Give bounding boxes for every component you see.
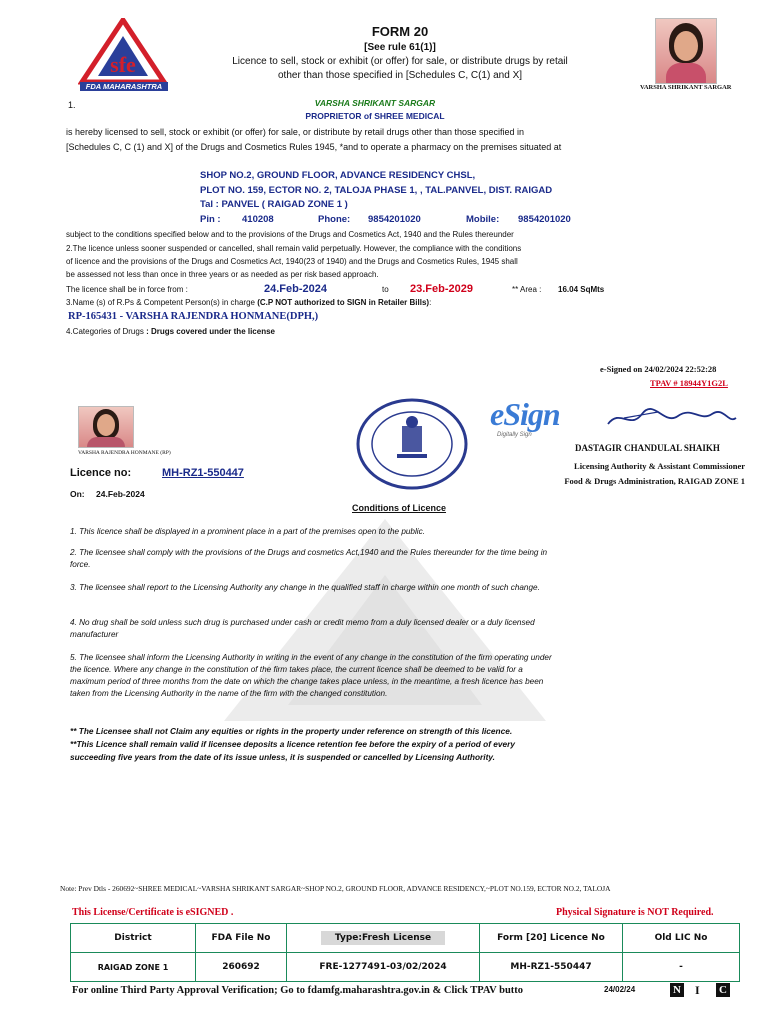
- condition-item-1: 1. This licence shall be displayed in a prominent place in a part of the premises open to the public.: [70, 527, 425, 536]
- retention-note-line1: **This Licence shall remain valid if licensee deposits a licence retention fee before the expiry of a period of every: [70, 739, 515, 749]
- validity-para-line1: 2.The licence unless sooner suspended or cancelled, shall remain valid perpetually. However, the compliance with the conditions: [66, 244, 522, 253]
- validity-para-line3: be assessed not less than once in three years or as needed as per risk based approach.: [66, 270, 379, 279]
- rule-reference: [See rule 61(1)]: [364, 42, 436, 53]
- esign-caption: Digitally Sign: [497, 432, 532, 438]
- area-label: ** Area :: [512, 285, 542, 294]
- esign-logo: eSign: [490, 396, 560, 432]
- fda-seal: [355, 398, 470, 490]
- signature-scribble-icon: [600, 404, 740, 432]
- equity-note: ** The Licensee shall not Claim any equities or rights in the property under reference on strength of this licence.: [70, 726, 513, 736]
- esigned-notice: This License/Certificate is eSIGNED .: [72, 907, 234, 918]
- licensee-intro-line1: is hereby licensed to sell, stock or exhibit (or offer) for sale, or distribute by retail drugs other than those specified in: [66, 127, 525, 137]
- competent-person-note: (C.P NOT authorized to SIGN in Retailer Bills): [257, 298, 430, 307]
- authority-signature: [600, 404, 740, 432]
- table-header-cell: District: [71, 924, 196, 953]
- condition-item-3: 3. The licensee shall report to the Licensing Authority any change in the qualified staff in charge within one month of such change.: [70, 583, 540, 592]
- licensee-number: 1.: [68, 100, 76, 110]
- c-box: C: [716, 983, 730, 997]
- address-line3: Tal : PANVEL ( RAIGAD ZONE 1 ): [200, 199, 348, 210]
- validity-para-line2: of licence and the provisions of the Drugs and Cosmetics Act, 1940(23 of 1940) and the Drugs and Cosmetics Rules, 1945 shall: [66, 257, 518, 266]
- authority-title: Licensing Authority & Assistant Commissioner: [574, 461, 745, 471]
- address-line1: SHOP NO.2, GROUND FLOOR, ADVANCE RESIDENCY CHSL,: [200, 170, 476, 181]
- esigned-label: e-Signed on: [600, 364, 643, 374]
- area-value: 16.04 SqMts: [558, 285, 605, 294]
- i-letter: I: [695, 983, 700, 997]
- competent-person-label: 3.Name (s) of R.Ps & Competent Person(s) in charge: [66, 298, 255, 307]
- pin-value: 410208: [242, 214, 274, 225]
- n-box: N: [670, 983, 684, 997]
- esigned-timestamp: 24/02/2024 22:52:28: [644, 364, 717, 374]
- condition-item-4: 4. No drug shall be sold unless such drug is purchased under cash or credit memo from a duly licensed dealer or a duly licensed manufacturer: [70, 618, 535, 639]
- licensee-name: VARSHA SHRIKANT SARGAR: [314, 98, 436, 108]
- svg-text:sfe: sfe: [110, 52, 136, 77]
- table-cell: FRE-1277491-03/02/2024: [287, 953, 480, 982]
- owner-photo-caption: VARSHA SHRIKANT SARGAR: [640, 84, 732, 91]
- physical-signature-notice: Physical Signature is NOT Required.: [556, 907, 714, 918]
- valid-from-date: 24.Feb-2024: [264, 283, 327, 295]
- pin-label: Pin :: [200, 214, 221, 225]
- logo-caption: FDA MAHARASHTRA: [80, 82, 168, 91]
- table-header-cell: FDA File No: [196, 924, 287, 953]
- valid-to-label: to: [382, 285, 389, 294]
- competent-person-name: RP-165431 - VARSHA RAJENDRA HONMANE(DPH,): [68, 311, 319, 322]
- table-header-cell: Old LIC No: [623, 924, 740, 953]
- esigned-line: [600, 364, 716, 374]
- subject-line: subject to the conditions specified below and to the provisions of the Drugs and Cosmetics Act, 1940 and the Rules thereunder: [66, 230, 514, 239]
- rp-photo-caption: VARSHA RAJENDRA HONMANE (RP): [78, 450, 171, 456]
- table-cell: 260692: [196, 953, 287, 982]
- valid-to-date: 23.Feb-2029: [410, 283, 473, 295]
- licence-summary-table: [70, 923, 740, 982]
- mobile-value: 9854201020: [518, 214, 571, 225]
- competent-person-line: [66, 298, 431, 307]
- table-header-cell: [287, 924, 480, 953]
- licence-on-label: On:: [70, 489, 85, 499]
- condition-item-2: 2. The licensee shall comply with the provisions of the Drugs and cosmetics Act,1940 and the Rules thereunder for the time being in force.: [70, 548, 548, 569]
- force-label: The licence shall be in force from :: [66, 285, 188, 294]
- table-header-cell: Form [20] Licence No: [480, 924, 623, 953]
- phone-value: 9854201020: [368, 214, 421, 225]
- previous-details-note: Note: Prev Dtls - 260692~SHREE MEDICAL~VARSHA SHRIKANT SARGAR~SHOP NO.2, GROUND FLOOR, ADVANCE RESIDENCY,~PLOT NO.159, ECTOR NO.2, TALOJA: [60, 884, 611, 893]
- tpav-number[interactable]: TPAV # 18944Y1G2L: [650, 378, 728, 388]
- categories-line: [66, 327, 275, 336]
- competent-person-note-tail: :: [429, 298, 432, 307]
- rp-photo: [78, 406, 132, 446]
- authority-name: DASTAGIR CHANDULAL SHAIKH: [575, 443, 720, 453]
- table-row: [71, 953, 740, 982]
- condition-item-5: 5. The licensee shall inform the Licensing Authority in writing in the event of any change in the constitution of the firm operating under the licence. Where any change in the constitution of the firm takes place, the current licence shall be deemed to be valid for a maximum period of three months from the date on which the change takes place unless, in the meantime, a fresh licence has been taken from the Licensing Authority in the name of the firm with the changed constitution.: [70, 653, 552, 698]
- license-type-badge: Type:Fresh License: [321, 931, 445, 945]
- licensee-intro-line2: [Schedules C, C (1) and X] of the Drugs and Cosmetics Rules 1945, *and to operate a pharmacy on the premises situated at: [66, 142, 562, 152]
- address-line2: PLOT NO. 159, ECTOR NO. 2, TALOJA PHASE 1, , TAL.PANVEL, DIST. RAIGAD: [200, 185, 553, 196]
- table-cell: RAIGAD ZONE 1: [71, 953, 196, 982]
- table-header-row: [71, 924, 740, 953]
- tpav-verification-text: For online Third Party Approval Verification; Go to fdamfg.maharashtra.gov.in & Click TPAV butto: [72, 985, 524, 996]
- categories-label: 4.Categories of Drugs: [66, 327, 144, 336]
- table-cell: MH-RZ1-550447: [480, 953, 623, 982]
- mobile-label: Mobile:: [466, 214, 500, 225]
- retention-note-line2: succeeding five years from the date of its issue unless, it is suspended or cancelled by Licensing Authority.: [70, 752, 495, 762]
- categories-value: : Drugs covered under the license: [146, 327, 275, 336]
- licence-number: MH-RZ1-550447: [162, 467, 244, 479]
- phone-label: Phone:: [318, 214, 351, 225]
- conditions-heading: Conditions of Licence: [352, 503, 447, 513]
- footer-date: 24/02/24: [604, 985, 636, 994]
- form-title: FORM 20: [371, 24, 429, 39]
- seal-emblem-icon: [355, 398, 470, 490]
- table-cell: -: [623, 953, 740, 982]
- licensee-role: PROPRIETOR of SHREE MEDICAL: [305, 111, 445, 121]
- owner-photo: [655, 18, 717, 84]
- form-subtitle-line2: other than those specified in [Schedules C, C(1) and X]: [277, 70, 523, 81]
- authority-office: Food & Drugs Administration, RAIGAD ZONE 1: [564, 476, 745, 486]
- licence-number-label: Licence no:: [70, 467, 132, 479]
- form-subtitle-line1: Licence to sell, stock or exhibit (or offer) for sale, or distribute drugs by retail: [232, 56, 568, 67]
- licence-on-date: 24.Feb-2024: [96, 489, 145, 499]
